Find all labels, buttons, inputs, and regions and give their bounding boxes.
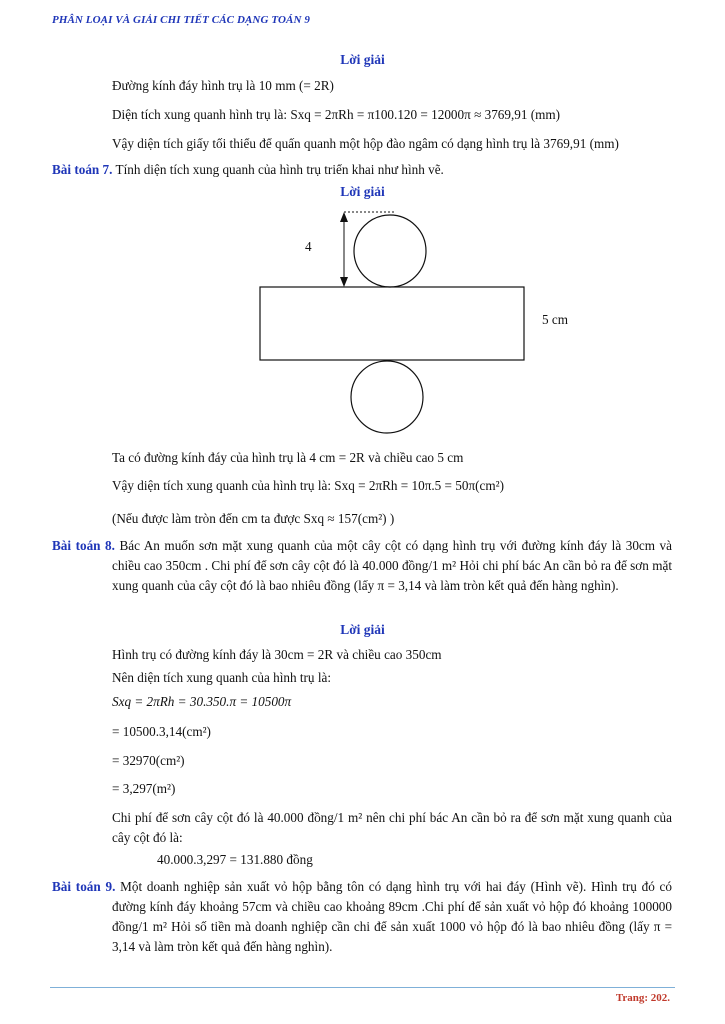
solution-title-7: Lời giải	[340, 184, 385, 199]
sol7-line2: Vậy diện tích xung quanh của hình trụ là: Sxq = 2πRh = 10π.5 = 50π(cm²)	[112, 478, 504, 493]
sol8-line2: Nên diện tích xung quanh của hình trụ là:	[112, 670, 332, 685]
sol6-line2: Diện tích xung quanh hình trụ là: Sxq = 2πRh = π100.120 = 12000π ≈ 3769,91 (mm)	[112, 107, 561, 122]
sol7-line3: (Nếu được làm tròn đến cm ta được Sxq ≈ 157(cm²) )	[112, 511, 395, 526]
sol6-line3: Vậy diện tích giấy tối thiểu để quấn quanh một hộp đào ngâm có dạng hình trụ là 3769,91 (mm)	[112, 136, 619, 151]
footer-divider	[50, 987, 675, 988]
sol8-line6: = 3,297(m²)	[112, 781, 176, 796]
solution-title: Lời giải	[340, 52, 385, 67]
arrow-head-up	[340, 212, 348, 222]
sol8-line3: Sxq = 2πRh = 30.350.π = 10500π	[112, 694, 292, 709]
problem-9-text: Một doanh nghiệp sản xuất vỏ hộp bằng tôn có dạng hình trụ với hai đáy (Hình vẽ). Hình trụ đó có đường kính đáy khoảng 57cm và chiều cao khoảng 89cm .Chi phí để sản xuất vỏ hộp đó khoảng 100000 đồng/1 m² Hỏi số tiền mà doanh nghiệp cần chi để sản xuất 1000 vỏ hộp đó là bao nhiêu đồng (lấy π = 3,14 và làm tròn kết quả đến hàng nghìn).	[112, 879, 672, 954]
sol7-line1: Ta có đường kính đáy của hình trụ là 4 cm = 2R và chiều cao 5 cm	[112, 450, 464, 465]
sol8-line4: = 10500.3,14(cm²)	[112, 724, 211, 739]
height-label: 4	[305, 239, 312, 254]
problem-7-text: Tính diện tích xung quanh của hình trụ triển khai như hình vẽ.	[112, 162, 444, 177]
arrow-head-down	[340, 277, 348, 287]
problem-8-label: Bài toán 8.	[52, 538, 115, 553]
bottom-circle	[351, 361, 423, 433]
problem-7-label: Bài toán 7.	[52, 162, 113, 177]
page-number: Trang: 202.	[615, 992, 670, 1004]
sol8-line7: Chi phí để sơn cây cột đó là 40.000 đồng/1 m² nên chi phí bác An cần bỏ ra để sơn mặt xung quanh của cây cột đó là:	[112, 810, 672, 845]
solution-title-8: Lời giải	[340, 622, 385, 637]
page-header: PHÂN LOẠI VÀ GIẢI CHI TIẾT CÁC DẠNG TOÁN 9	[52, 14, 310, 26]
sol6-line1: Đường kính đáy hình trụ là 10 mm (= 2R)	[112, 78, 334, 93]
problem-8	[52, 536, 673, 596]
sol8-line5: = 32970(cm²)	[112, 753, 185, 768]
lateral-rectangle	[260, 287, 524, 360]
side-label: 5 cm	[542, 312, 569, 327]
problem-9	[52, 877, 672, 957]
problem-9-label: Bài toán 9.	[52, 879, 116, 894]
top-circle	[354, 215, 426, 287]
problem-8-text: Bác An muốn sơn mặt xung quanh của một cây cột có dạng hình trụ với đường kính đáy là 30cm và chiều cao 350cm . Chi phí để sơn cây cột đó là 40.000 đồng/1 m² Hỏi chi phí bác An cần bỏ ra để sơn mặt xung quanh của cây cột đó là bao nhiêu đồng (lấy π = 3,14 và làm tròn kết quả đến hàng nghìn).	[112, 538, 673, 593]
sol8-line1: Hình trụ có đường kính đáy là 30cm = 2R và chiều cao 350cm	[112, 647, 442, 662]
sol8-line8: 40.000.3,297 = 131.880 đồng	[157, 852, 313, 867]
